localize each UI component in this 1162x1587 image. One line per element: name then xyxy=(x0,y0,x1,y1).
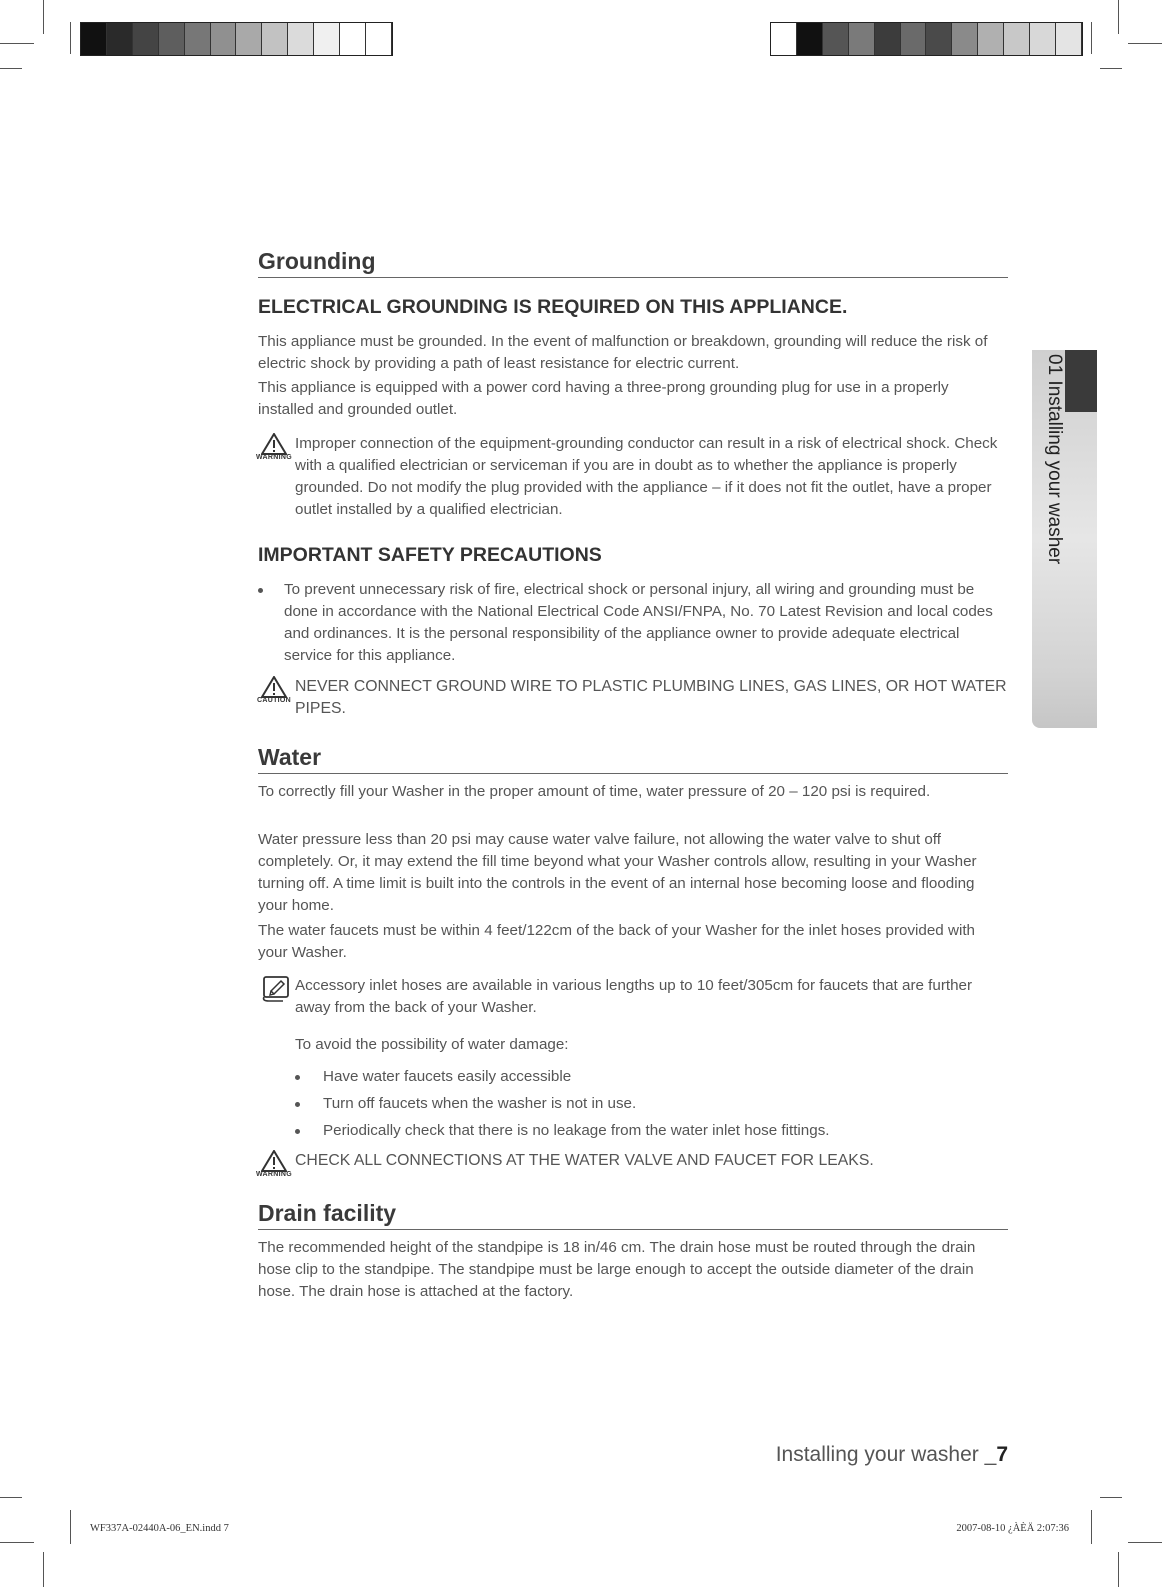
color-swatch xyxy=(1004,23,1030,55)
warning-label: WARNING xyxy=(256,1171,292,1178)
color-swatch xyxy=(288,23,314,55)
warning-icon xyxy=(252,433,296,462)
color-swatch xyxy=(901,23,927,55)
color-swatch xyxy=(952,23,978,55)
grounding-warning xyxy=(258,433,1008,523)
color-swatch xyxy=(185,23,211,55)
grounding-subheading: ELECTRICAL GROUNDING IS REQUIRED ON THIS APPLIANCE. xyxy=(258,296,848,318)
list-item-text: Have water faucets easily accessible xyxy=(323,1068,572,1085)
color-swatch xyxy=(823,23,849,55)
section-heading-water: Water xyxy=(258,742,1008,774)
color-swatch xyxy=(978,23,1004,55)
crop-mark xyxy=(1091,22,1092,54)
page-number: 7 xyxy=(996,1443,1008,1466)
caution-label: CAUTION xyxy=(257,697,291,704)
footer-section-title-text: Installing your washer _ xyxy=(775,1443,997,1466)
warning-text: CHECK ALL CONNECTIONS AT THE WATER VALVE AND FAUCET FOR LEAKS. xyxy=(295,1152,874,1169)
crop-mark xyxy=(1118,1552,1119,1587)
crop-mark xyxy=(43,1552,44,1587)
drain-paragraph: The recommended height of the standpipe is 18 in/46 cm. The drain hose must be routed through the drain hose clip to the standpipe. The standpipe must be large enough to accept the outside diameter of the drain hose. The drain hose is attached at the factory. xyxy=(258,1239,976,1300)
section-heading-drain: Drain facility xyxy=(258,1198,1008,1230)
water-paragraph: To correctly fill your Washer in the proper amount of time, water pressure of 20 – 120 psi is required. xyxy=(258,783,931,800)
list-item xyxy=(258,579,1008,669)
color-swatch xyxy=(107,23,133,55)
bullet-icon xyxy=(295,1129,300,1134)
crop-mark xyxy=(70,22,71,54)
color-swatch xyxy=(849,23,875,55)
color-swatch xyxy=(314,23,340,55)
warning-icon xyxy=(252,1150,296,1179)
note-text: Accessory inlet hoses are available in various lengths up to 10 feet/305cm for faucets that are further away from the back of your Washer. xyxy=(295,977,973,1016)
crop-mark xyxy=(0,1497,22,1498)
color-swatch xyxy=(81,23,107,55)
safety-heading: IMPORTANT SAFETY PRECAUTIONS xyxy=(258,544,602,566)
color-swatch xyxy=(236,23,262,55)
color-swatch xyxy=(366,23,392,55)
crop-mark xyxy=(0,68,22,69)
color-swatch xyxy=(1030,23,1056,55)
side-tab-marker xyxy=(1065,350,1097,412)
color-swatch xyxy=(875,23,901,55)
color-swatch xyxy=(797,23,823,55)
bullet-icon xyxy=(295,1075,300,1080)
safety-caution xyxy=(258,676,1008,722)
grounding-paragraph: This appliance is equipped with a power cord having a three-prong grounding plug for use in a properly installed and grounded outlet. xyxy=(258,379,949,418)
color-swatch xyxy=(159,23,185,55)
bullet-icon xyxy=(258,588,263,593)
water-paragraph: The water faucets must be within 4 feet/122cm of the back of your Washer for the inlet hoses provided with your Washer. xyxy=(258,922,975,961)
caution-icon xyxy=(252,676,296,705)
water-note xyxy=(258,975,1008,1021)
color-swatch xyxy=(1056,23,1082,55)
footer-section-title xyxy=(776,1443,1008,1467)
crop-mark xyxy=(0,43,34,44)
note-icon xyxy=(254,975,298,1003)
color-swatch xyxy=(262,23,288,55)
crop-mark xyxy=(1128,1542,1162,1543)
side-tab-label: 01 Installing your washer xyxy=(1044,354,1065,565)
footer-timestamp: 2007-08-10 ¿ÀÈÄ 2:07:36 xyxy=(956,1523,1069,1534)
list-item xyxy=(295,1120,1007,1142)
color-swatch xyxy=(771,23,797,55)
section-heading-grounding: Grounding xyxy=(258,246,1008,278)
color-calibration-bar-left xyxy=(80,22,393,56)
color-calibration-bar-right xyxy=(770,22,1083,56)
safety-bullet-text: To prevent unnecessary risk of fire, electrical shock or personal injury, all wiring and grounding must be done in accordance with the National Electrical Code ANSI/FNPA, No. 70 Latest Revision and local codes and ordinances. It is the personal responsibility of the appliance owner to provide adequate electrical service for this appliance. xyxy=(284,581,993,664)
list-item-text: Turn off faucets when the washer is not in use. xyxy=(323,1095,637,1112)
crop-mark xyxy=(0,1542,34,1543)
warning-text: Improper connection of the equipment-grounding conductor can result in a risk of electrical shock. Check with a qualified electrician or serviceman if you are in doubt as to whether the appliance is properly grounded. Do not modify the plug provided with the appliance – if it does not fit the outlet, have a proper outlet installed by a qualified electrician. xyxy=(295,435,998,518)
color-swatch xyxy=(340,23,366,55)
footer-file-name: WF337A-02440A-06_EN.indd 7 xyxy=(90,1523,229,1534)
crop-mark xyxy=(1091,1510,1092,1544)
crop-mark xyxy=(1100,68,1122,69)
list-item-text: Periodically check that there is no leakage from the water inlet hose fittings. xyxy=(323,1122,830,1139)
crop-mark xyxy=(43,0,44,34)
crop-mark xyxy=(1100,1497,1122,1498)
water-avoid-intro: To avoid the possibility of water damage: xyxy=(295,1036,569,1053)
color-swatch xyxy=(926,23,952,55)
crop-mark xyxy=(1118,0,1119,34)
bullet-icon xyxy=(295,1102,300,1107)
crop-mark xyxy=(1128,43,1162,44)
caution-text: NEVER CONNECT GROUND WIRE TO PLASTIC PLUMBING LINES, GAS LINES, OR HOT WATER PIPES. xyxy=(295,678,1007,717)
water-paragraph: Water pressure less than 20 psi may cause water valve failure, not allowing the water valve to shut off completely. Or, it may extend the fill time beyond what your Washer controls allow, resulting in your Washer turning off. A time limit is built into the controls in the event of an internal hose becoming loose and flooding your home. xyxy=(258,831,977,914)
warning-label: WARNING xyxy=(256,454,292,461)
crop-mark xyxy=(70,1510,71,1544)
list-item xyxy=(295,1066,1007,1088)
color-swatch xyxy=(133,23,159,55)
list-item xyxy=(295,1093,1007,1115)
chapter-side-tab xyxy=(1032,350,1097,728)
color-swatch xyxy=(211,23,237,55)
water-warning xyxy=(258,1150,1008,1184)
grounding-paragraph: This appliance must be grounded. In the event of malfunction or breakdown, grounding will reduce the risk of electric shock by providing a path of least resistance for electric current. xyxy=(258,333,988,372)
